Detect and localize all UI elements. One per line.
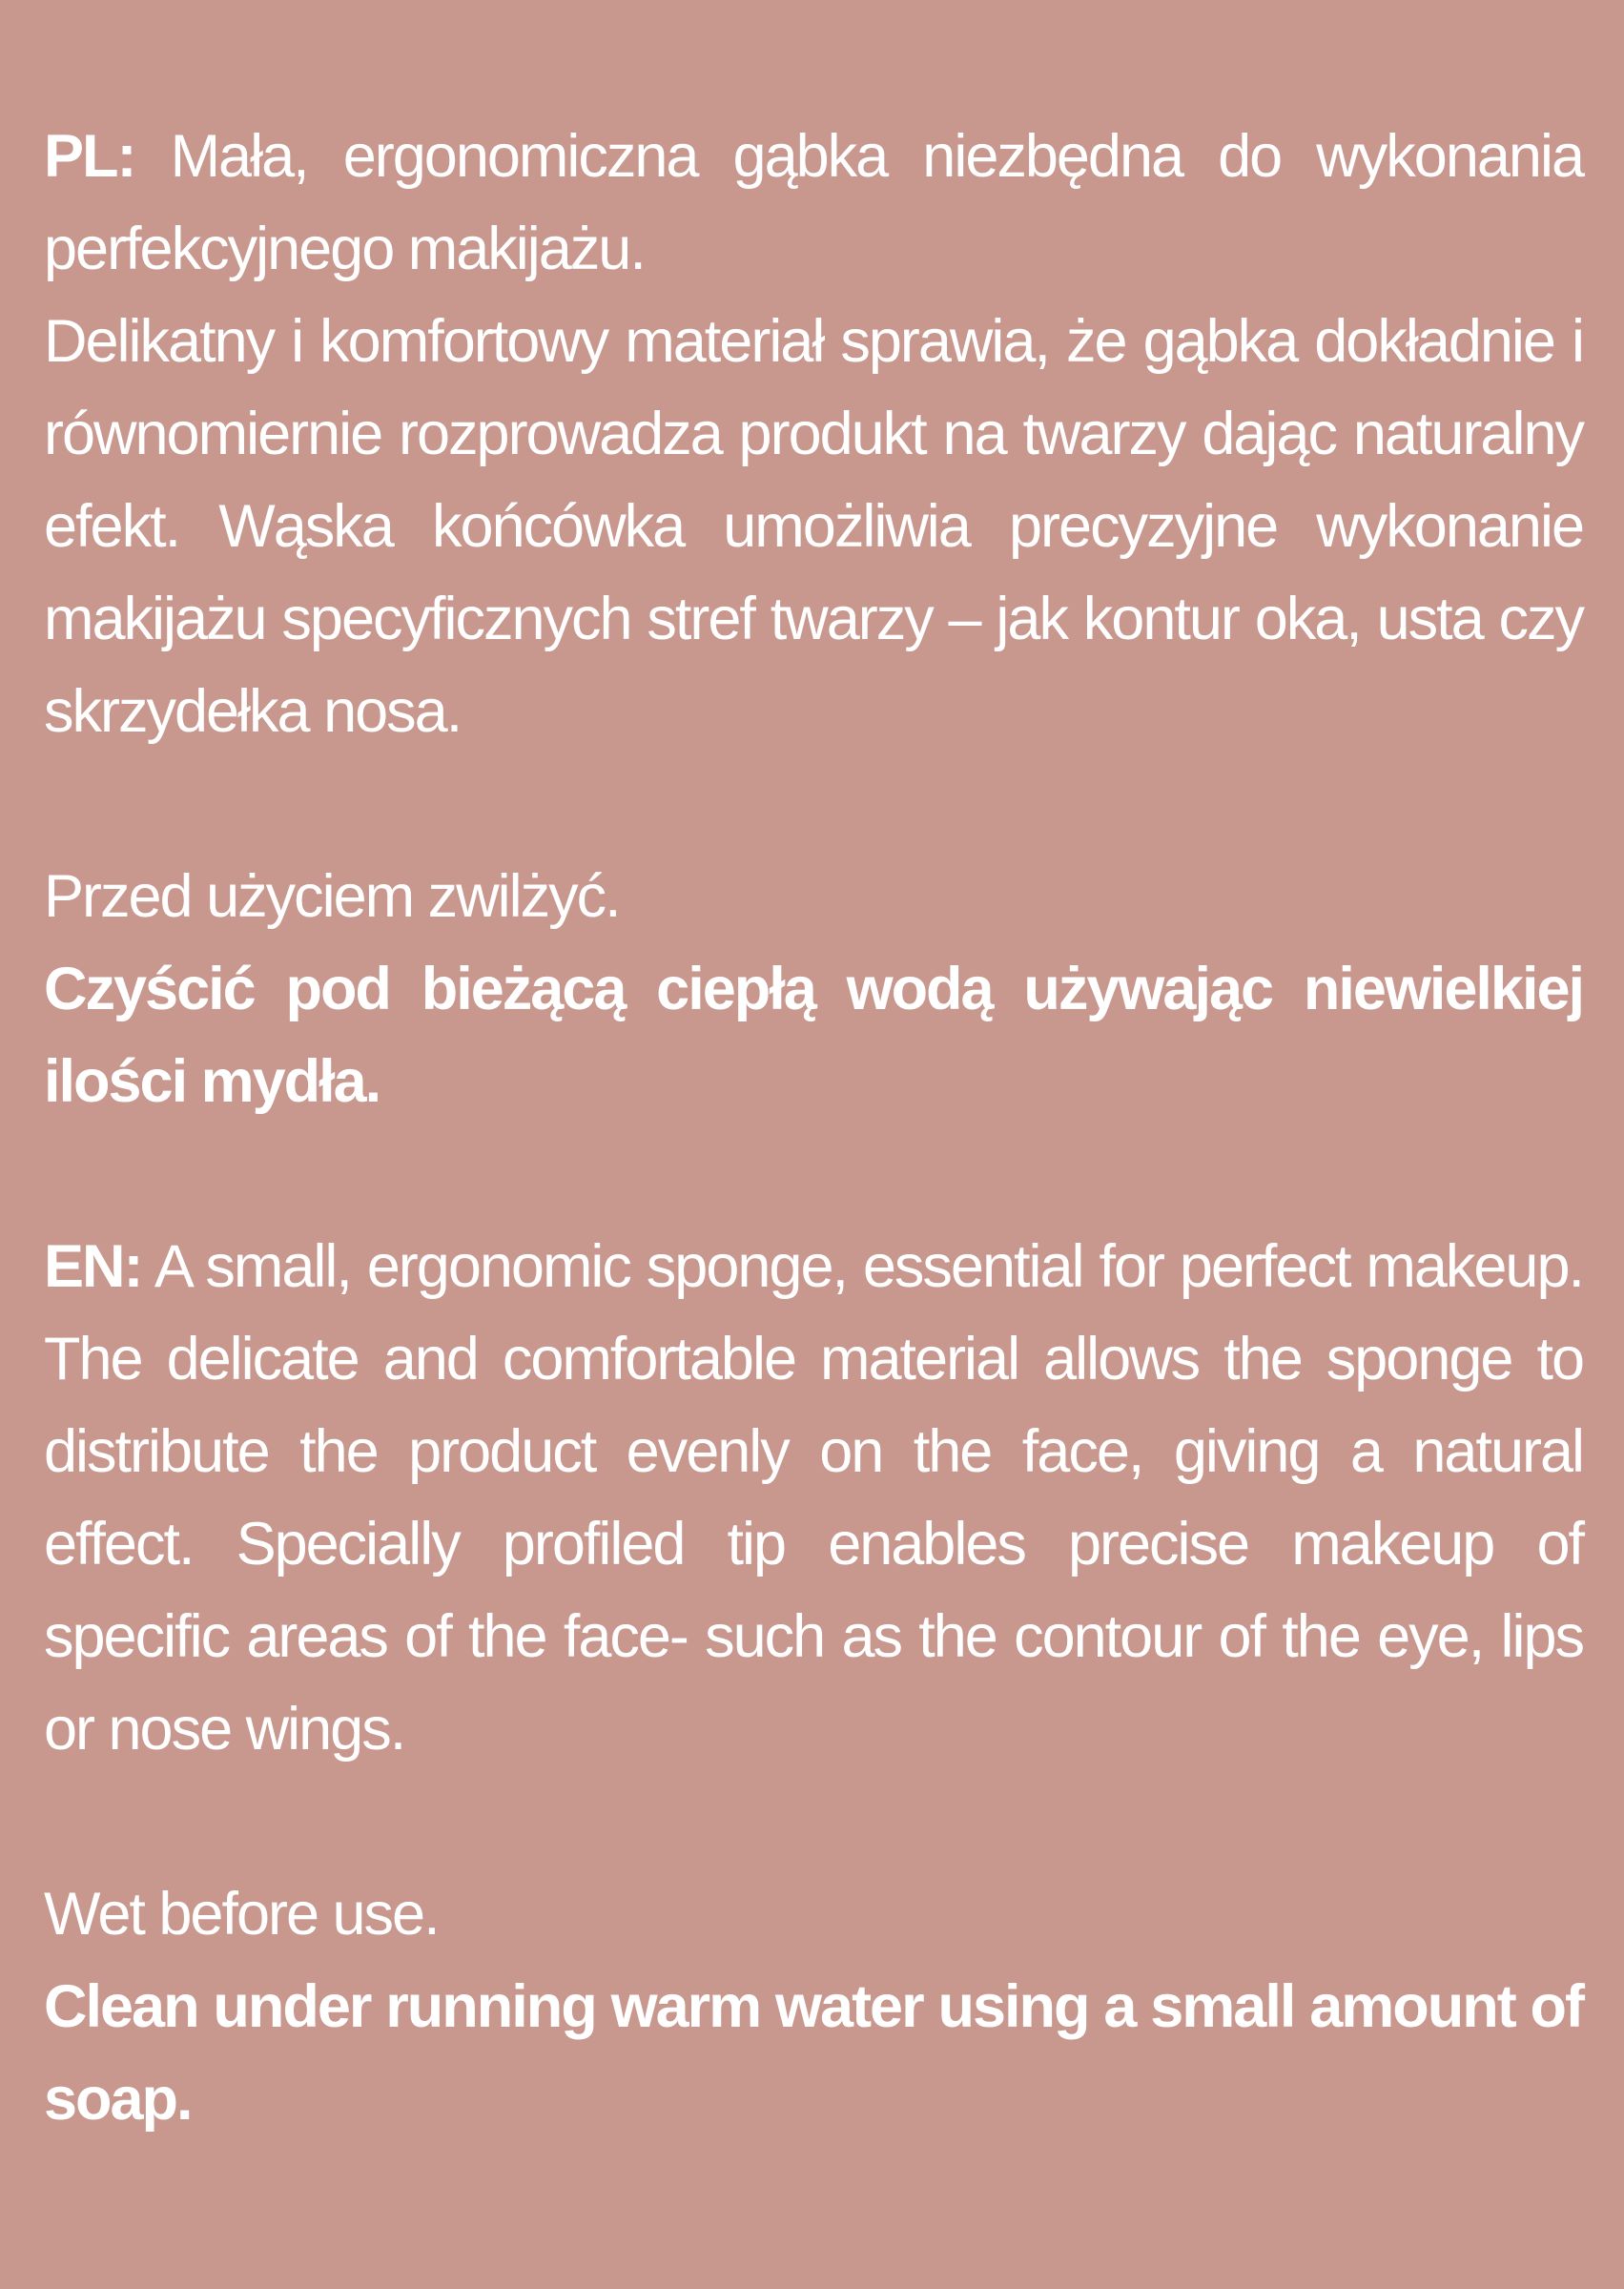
en-language-label: EN: (44, 1233, 142, 1300)
en-cleaning-instructions: Clean under running warm water using a small amount of soap. (44, 1973, 1583, 2133)
en-before-use-text: Wet before use. (44, 1881, 439, 1948)
pl-language-label: PL: (44, 123, 135, 190)
pl-intro-paragraph (44, 111, 1583, 296)
pl-description-paragraph: Delikatny i komfortowy materiał sprawia, że gąbka dokładnie i równomiernie rozprowadza produkt na twarzy dając naturalny efekt. Wąska końcówka umożliwia precyzyjne wykonanie makijażu specyficznych stref twarzy – jak kontur oka, usta czy skrzydełka nosa. (44, 308, 1583, 745)
en-description-paragraph (44, 1221, 1583, 1776)
section-spacer (44, 1776, 1583, 1868)
pl-intro-text: Mała, ergonomiczna gąbka niezbędna do wykonania perfekcyjnego makijażu. (44, 123, 1583, 282)
section-spacer (44, 758, 1583, 851)
pl-cleaning-instructions: Czyścić pod bieżącą ciepłą wodą używając niewielkiej ilości mydła. (44, 956, 1583, 1115)
en-description-text: A small, ergonomic sponge, essential for perfect makeup. The delicate and comfortable material allows the sponge to distribute the product evenly on the face, giving a natural effect. Specially profiled tip enables precise makeup of specific areas of the face- such as the contour of the eye, lips or nose wings. (44, 1233, 1583, 1763)
product-description-document (44, 111, 1583, 2146)
section-spacer (44, 1128, 1583, 1221)
pl-before-use-text: Przed użyciem zwilżyć. (44, 863, 620, 930)
